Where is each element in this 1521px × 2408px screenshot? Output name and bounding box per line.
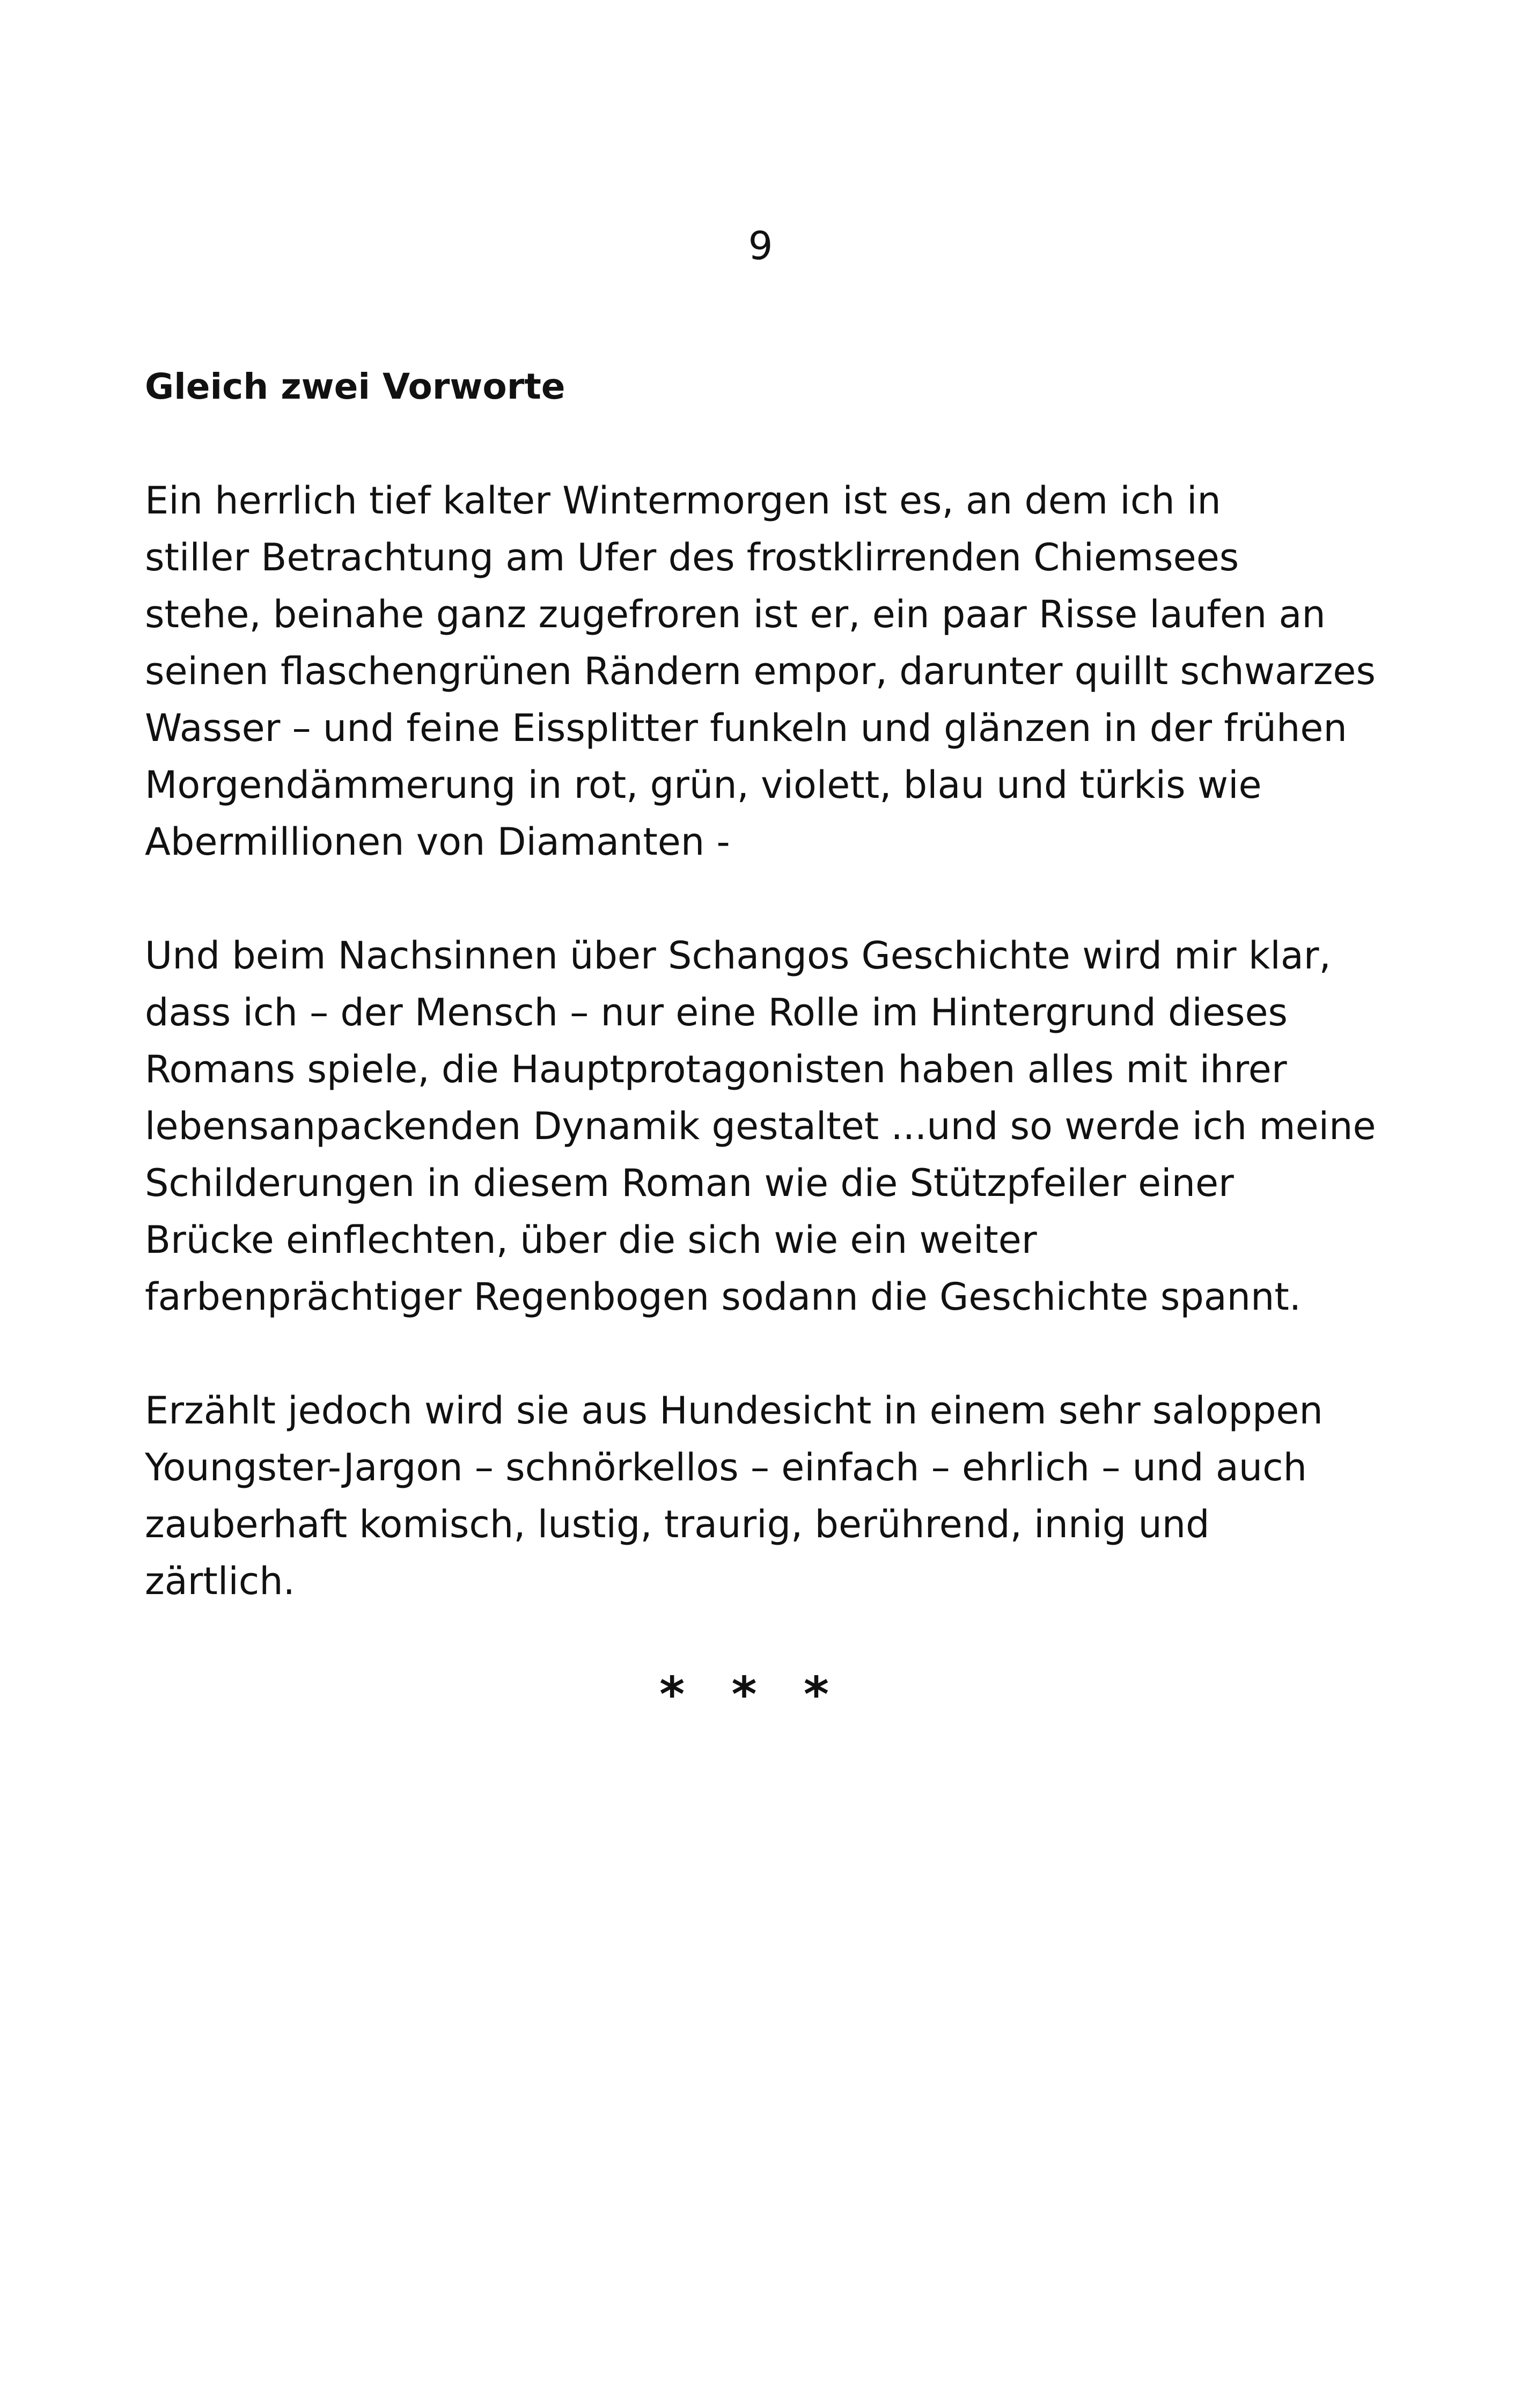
paragraph-2 (145, 927, 1395, 1325)
text-line: Brücke einflechten, über die sich wie ein weiter (145, 1218, 1037, 1262)
text-line: Schilderungen in diesem Roman wie die Stützpfeiler einer (145, 1161, 1234, 1205)
text-line: stiller Betrachtung am Ufer des frostklirrenden Chiemsees (145, 535, 1239, 579)
text-line: dass ich – der Mensch – nur eine Rolle im Hintergrund dieses (145, 990, 1288, 1034)
text-line: Morgendämmerung in rot, grün, violett, blau und türkis wie (145, 763, 1262, 807)
text-line: zauberhaft komisch, lustig, traurig, berührend, innig und (145, 1502, 1210, 1546)
page-number: 9 (748, 223, 773, 268)
chapter-heading: Gleich zwei Vorworte (145, 366, 565, 407)
text-line: zärtlich. (145, 1559, 295, 1603)
paragraph-1 (145, 472, 1395, 870)
page-content (145, 358, 1395, 1723)
paragraph-3 (145, 1382, 1395, 1610)
text-line: Wasser – und feine Eissplitter funkeln und glänzen in der frühen (145, 706, 1347, 750)
text-line: Erzählt jedoch wird sie aus Hundesicht in einem sehr saloppen (145, 1389, 1323, 1433)
text-line: Romans spiele, die Hauptprotagonisten haben alles mit ihrer (145, 1047, 1287, 1091)
text-line: stehe, beinahe ganz zugefroren ist er, ein paar Risse laufen an (145, 592, 1326, 636)
text-line: farbenprächtiger Regenbogen sodann die Geschichte spannt. (145, 1275, 1302, 1319)
text-line: lebensanpackenden Dynamik gestaltet ...und so werde ich meine (145, 1104, 1376, 1148)
text-line: seinen flaschengrünen Rändern empor, darunter quillt schwarzes (145, 649, 1376, 693)
text-line: Youngster-Jargon – schnörkellos – einfach – ehrlich – und auch (145, 1445, 1307, 1489)
section-separator: * * * (659, 1666, 844, 1723)
text-line: Ein herrlich tief kalter Wintermorgen ist es, an dem ich in (145, 479, 1221, 523)
text-line: Abermillionen von Diamanten - (145, 820, 730, 864)
text-line: Und beim Nachsinnen über Schangos Geschichte wird mir klar, (145, 934, 1331, 978)
